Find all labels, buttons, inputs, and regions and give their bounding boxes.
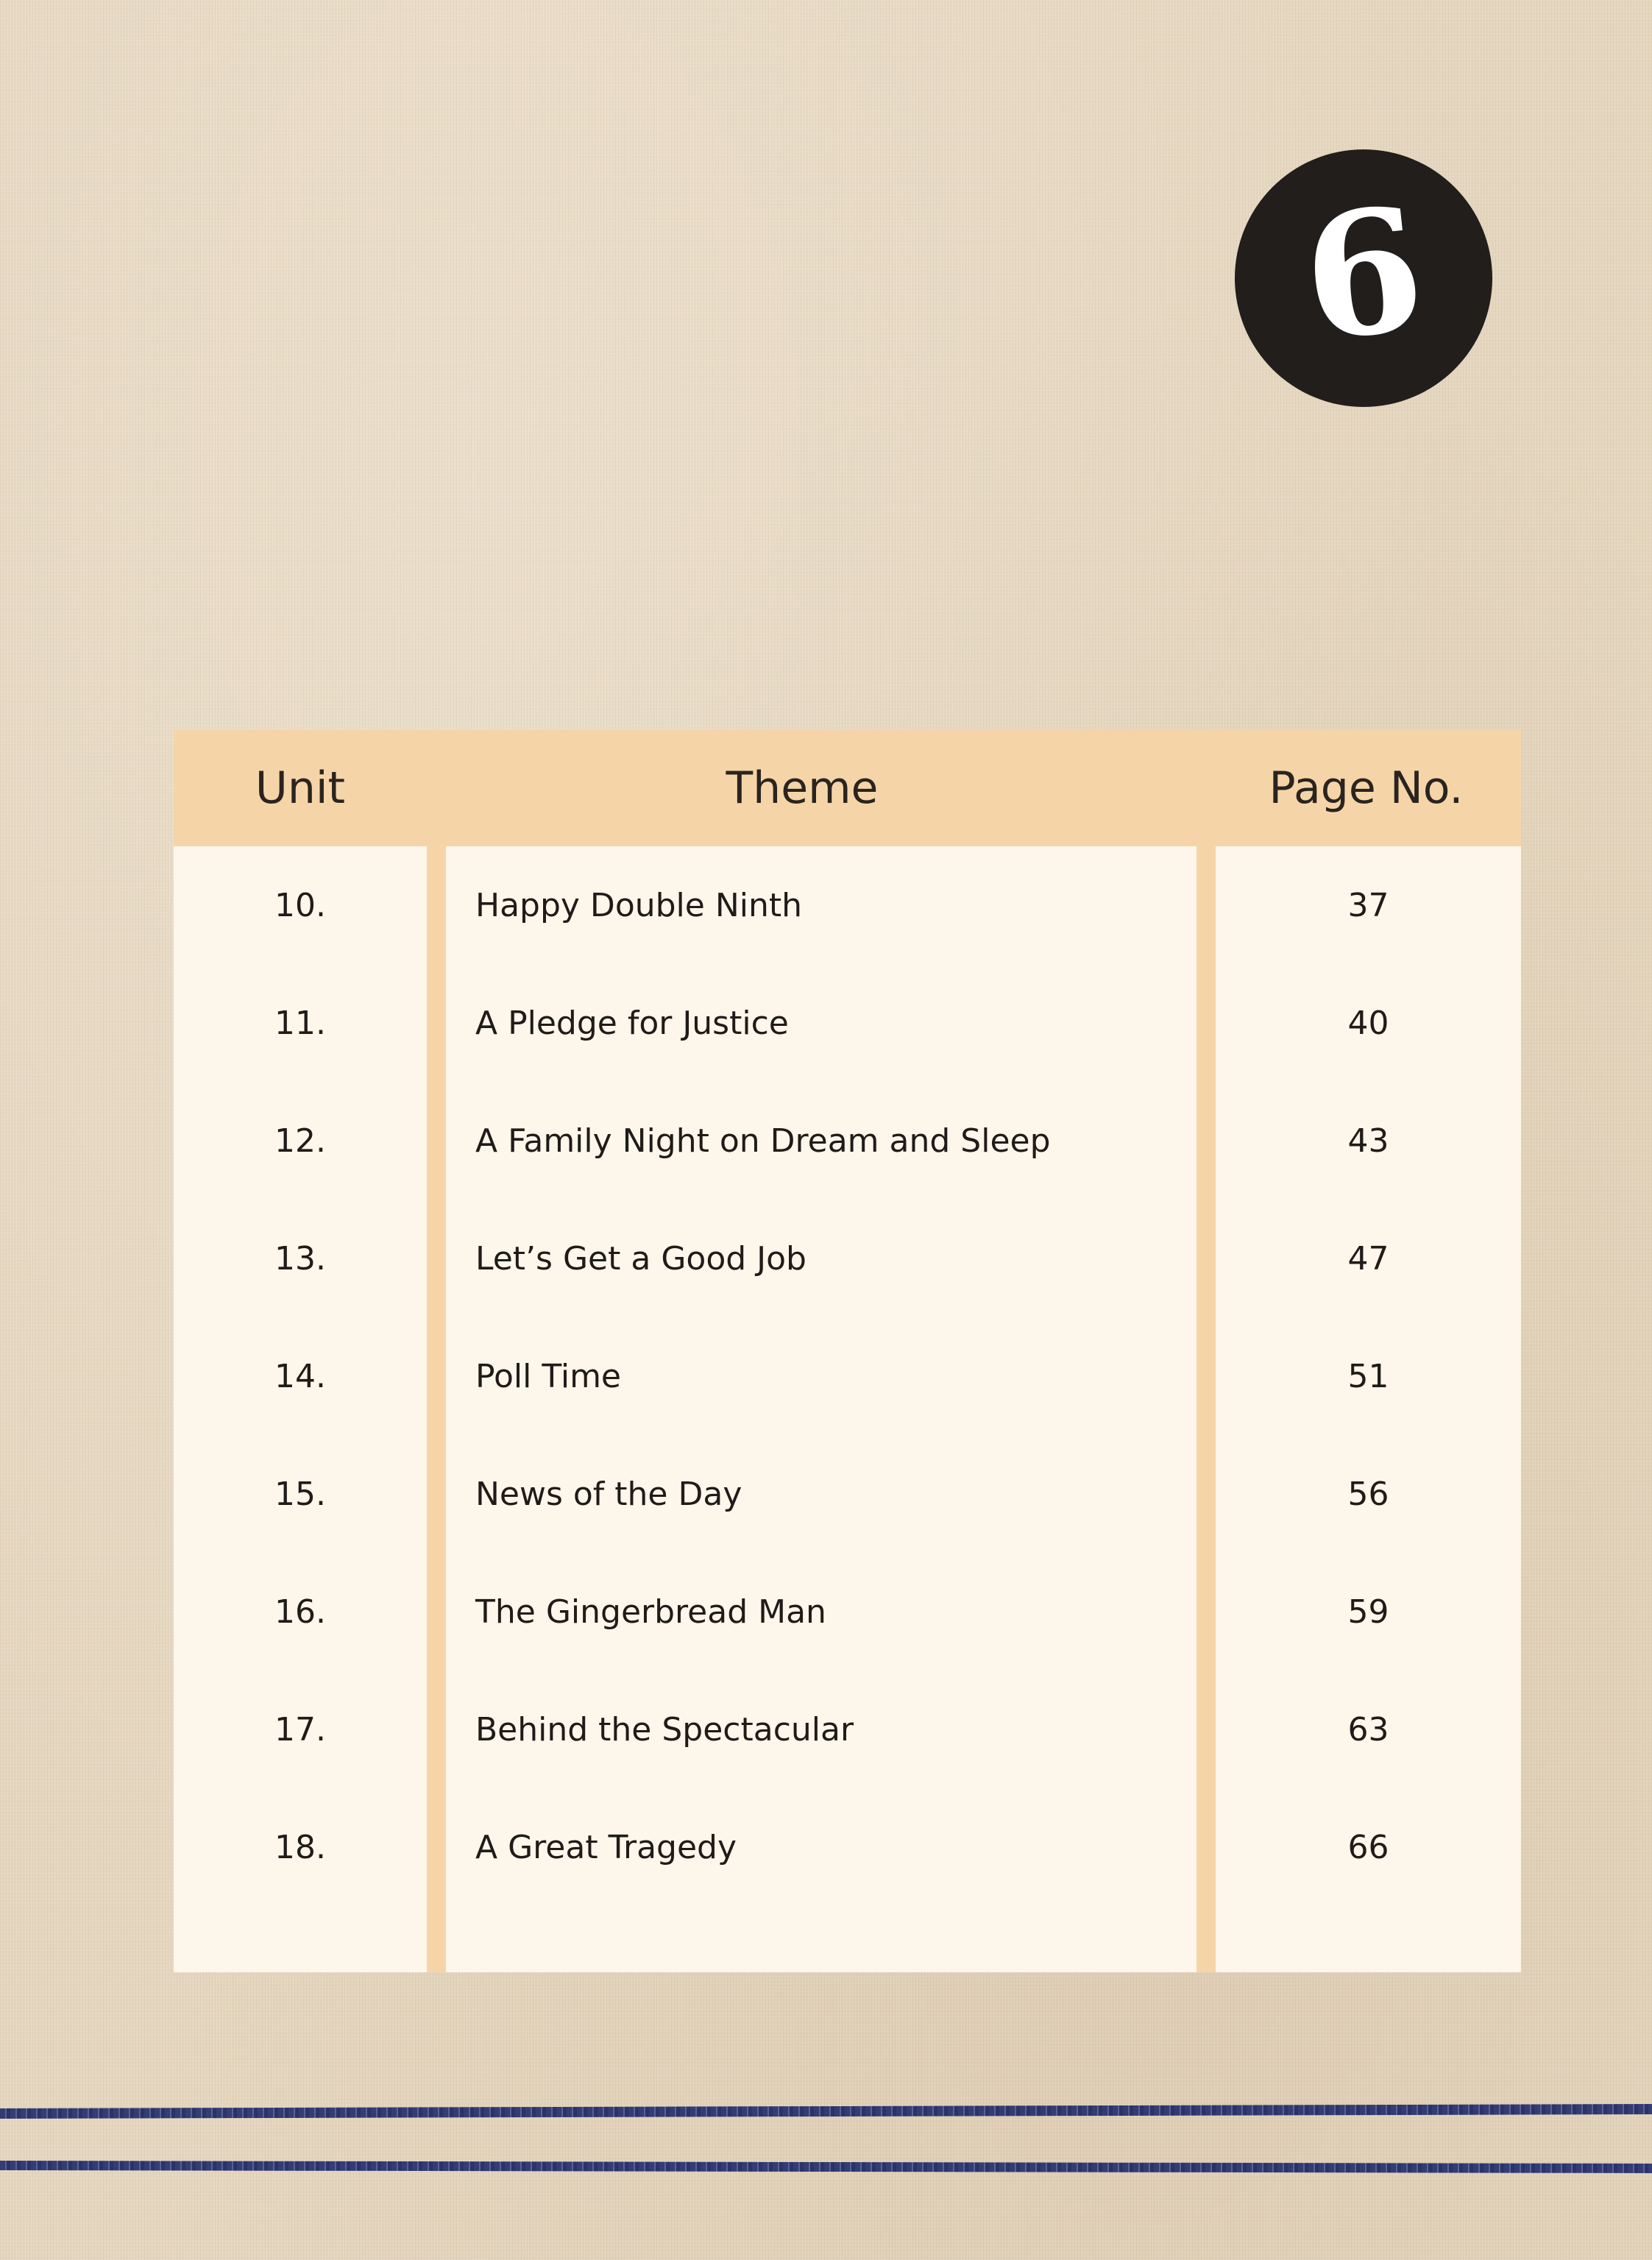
- theme-cell: News of the Day: [475, 1475, 742, 1513]
- table-row: [174, 1671, 1521, 1788]
- page-cell: 59: [1347, 1593, 1389, 1631]
- table-row: [174, 1082, 1521, 1200]
- unit-cell: 12.: [274, 1122, 326, 1160]
- page-cell: 37: [1347, 886, 1389, 924]
- theme-cell: The Gingerbread Man: [475, 1593, 826, 1631]
- theme-cell: Poll Time: [475, 1357, 621, 1395]
- table-row: [174, 1788, 1521, 1906]
- badge-number: 6: [1294, 169, 1433, 380]
- table-row: [174, 964, 1521, 1082]
- page-cell: 66: [1347, 1828, 1389, 1866]
- theme-cell: A Pledge for Justice: [475, 1004, 789, 1042]
- unit-cell: 17.: [274, 1710, 326, 1749]
- theme-cell: Let’s Get a Good Job: [475, 1239, 806, 1278]
- contents-table: [174, 730, 1521, 1972]
- table-row: [174, 1317, 1521, 1435]
- theme-cell: A Family Night on Dream and Sleep: [475, 1122, 1051, 1160]
- unit-number-badge: [1235, 149, 1492, 407]
- unit-cell: 11.: [274, 1004, 326, 1042]
- header-page-no: Page No.: [1269, 762, 1464, 814]
- table-row: [174, 1435, 1521, 1553]
- unit-cell: 16.: [274, 1593, 326, 1631]
- unit-cell: 10.: [274, 886, 326, 924]
- page-cell: 43: [1347, 1122, 1389, 1160]
- theme-cell: A Great Tragedy: [475, 1828, 737, 1866]
- unit-cell: 13.: [274, 1239, 326, 1278]
- page-cell: 40: [1347, 1004, 1389, 1042]
- table-row: [174, 1200, 1521, 1317]
- table-row: [174, 1553, 1521, 1671]
- page-cell: 63: [1347, 1710, 1389, 1749]
- page-cell: 47: [1347, 1239, 1389, 1278]
- blue-fabric-stripe: [0, 2104, 1652, 2119]
- theme-cell: Happy Double Ninth: [475, 886, 802, 924]
- table-row: [174, 846, 1521, 964]
- table-body: [174, 846, 1521, 1906]
- page-cell: 51: [1347, 1357, 1389, 1395]
- header-unit: Unit: [255, 762, 346, 814]
- page-cell: 56: [1347, 1475, 1389, 1513]
- unit-cell: 15.: [274, 1475, 326, 1513]
- unit-cell: 14.: [274, 1357, 326, 1395]
- header-theme: Theme: [726, 762, 879, 814]
- unit-cell: 18.: [274, 1828, 326, 1866]
- theme-cell: Behind the Spectacular: [475, 1710, 854, 1749]
- blue-fabric-stripe: [0, 2161, 1652, 2173]
